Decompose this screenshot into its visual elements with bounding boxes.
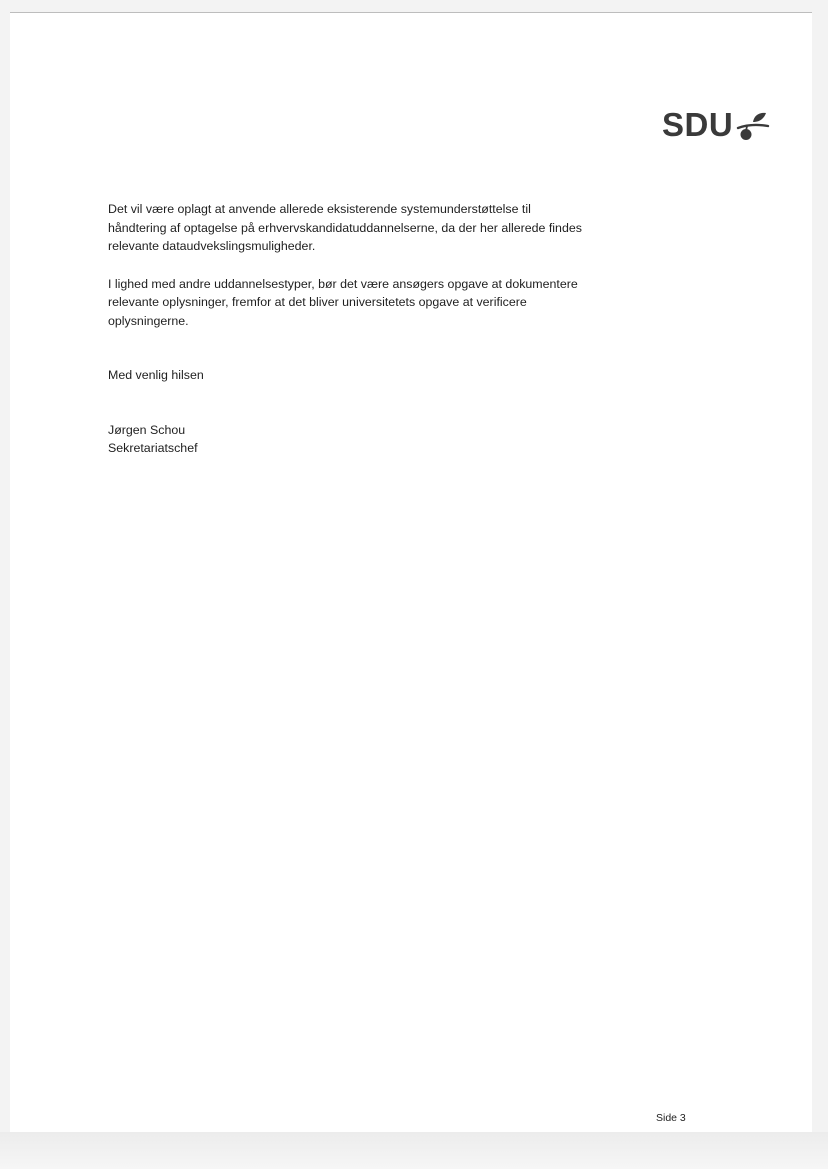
- text-line: relevante oplysninger, fremfor at det bliver universitetets opgave at verificere: [108, 295, 527, 309]
- scan-bottom-edge: [0, 1132, 828, 1169]
- logo-text: SDU: [662, 106, 734, 143]
- signatory-title: Sekretariatschef: [108, 441, 198, 455]
- text-line: Det vil være oplagt at anvende allerede eksisterende systemunderstøttelse til: [108, 202, 531, 216]
- page-number: Side 3: [656, 1112, 686, 1124]
- letter-body: [108, 200, 608, 458]
- signatory-name: Jørgen Schou: [108, 422, 186, 437]
- sdu-apple-branch-icon: [736, 111, 770, 141]
- text-line: I lighed med andre uddannelsestyper, bør det være ansøgers opgave at dokumentere: [108, 276, 578, 291]
- text-line: håndtering af optagelse på erhvervskandidatuddannelserne, da der her allerede findes: [108, 220, 582, 235]
- text-line: oplysningerne.: [108, 313, 189, 328]
- signature-block: [108, 421, 608, 458]
- closing-salutation: Med venlig hilsen: [108, 368, 204, 382]
- text-line: relevante dataudvekslingsmuligheder.: [108, 239, 316, 253]
- paragraph-1: [108, 200, 608, 256]
- document-page: [10, 12, 812, 1133]
- sdu-logo: [662, 107, 770, 143]
- paragraph-2: [108, 275, 608, 331]
